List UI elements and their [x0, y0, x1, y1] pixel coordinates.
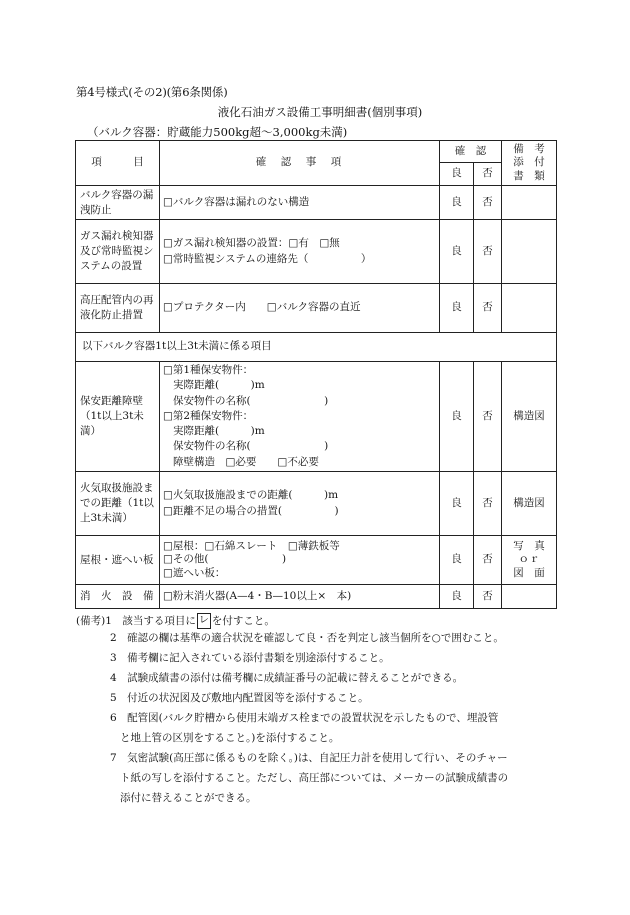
- table-row: [76, 284, 557, 333]
- distance-line7[interactable]: 障壁構造 □必要 □不必要: [173, 455, 319, 468]
- row-leak-check[interactable]: □バルク容器は漏れのない構造: [160, 186, 440, 220]
- row-distance-check: [160, 362, 440, 472]
- fire-line2[interactable]: □距離不足の場合の措置( ): [163, 504, 339, 517]
- row-leak-good[interactable]: 良: [440, 186, 474, 220]
- fire-line1[interactable]: □火気取扱施設までの距離( )m: [163, 489, 339, 502]
- distance-line2[interactable]: 実際距離( )m: [173, 379, 265, 392]
- roof-remark-line2: ｏｒ: [518, 553, 540, 566]
- note-2: 2 確認の欄は基準の適合状況を確認して良・否を判定し該当個所を○で囲むこと。: [110, 632, 504, 644]
- roof-line2[interactable]: □その他( ): [163, 553, 287, 566]
- roof-line3[interactable]: □遮へい板：: [163, 566, 226, 579]
- row-fire-remark: 構造図: [502, 472, 557, 536]
- document-subtitle: （バルク容器：貯蔵能力500kg超～3,000kg未満): [87, 125, 348, 139]
- section-label: 以下バルク容器1t以上3t未満に係る項目: [76, 333, 557, 362]
- note-6a: 6 配管図(バルク貯槽から使用末端ガス栓までの設置状況を示したもので、埋設管: [110, 712, 499, 724]
- row-reliquefy-remark: [502, 284, 557, 333]
- table-row: [76, 362, 557, 472]
- row-gas-detector-bad[interactable]: 否: [474, 220, 502, 284]
- distance-line5[interactable]: 実際距離( )m: [173, 425, 265, 438]
- row-gas-detector-check: [160, 220, 440, 284]
- row-fire-bad[interactable]: 否: [474, 472, 502, 536]
- row-extinguisher-bad[interactable]: 否: [474, 585, 502, 609]
- check-mark-icon: レ: [197, 613, 211, 629]
- note-4: 4 試験成績書の添付は備考欄に成績証番号の記載に替えることができる。: [110, 672, 464, 684]
- row-roof-remark: [502, 536, 557, 585]
- row-distance-item: 保安距離障壁（1t以上3t未満）: [76, 362, 160, 472]
- header-good: 良: [440, 163, 474, 186]
- section-row: [76, 333, 557, 362]
- row-extinguisher-remark: [502, 585, 557, 609]
- row-roof-item: 屋根・遮へい板: [76, 536, 160, 585]
- header-check-items: 確 認 事 項: [160, 141, 440, 186]
- note-7c: 添付に替えることができる。: [120, 792, 257, 804]
- roof-remark-line3: 図 面: [513, 566, 545, 579]
- table-row: [76, 472, 557, 536]
- row-leak-remark: [502, 186, 557, 220]
- table-row: [76, 186, 557, 220]
- note-7a: 7 気密試験(高圧部に係るものを除く。)は、自記圧力計を使用して行い、そのチャー: [110, 752, 508, 764]
- document-title: 液化石油ガス設備工事明細書(個別事項): [217, 105, 423, 119]
- row-distance-good[interactable]: 良: [440, 362, 474, 472]
- row-extinguisher-good[interactable]: 良: [440, 585, 474, 609]
- note-1: [76, 613, 275, 629]
- row-fire-good[interactable]: 良: [440, 472, 474, 536]
- gas-detector-line2[interactable]: □常時監視システムの連絡先（ ）: [163, 252, 372, 265]
- row-distance-remark: 構造図: [502, 362, 557, 472]
- row-fire-check: [160, 472, 440, 536]
- row-roof-check: [160, 536, 440, 585]
- note-7b: ト紙の写しを添付すること。ただし、高圧部については、メーカーの試験成績書の: [120, 772, 509, 784]
- header-remarks-line2: 添 付: [513, 156, 545, 169]
- distance-line4[interactable]: □第2種保安物件：: [163, 409, 254, 422]
- specification-table: [75, 140, 557, 609]
- distance-line1[interactable]: □第1種保安物件：: [163, 364, 254, 377]
- row-gas-detector-item: ガス漏れ検知器及び常時監視システムの設置: [76, 220, 160, 284]
- row-leak-item: バルク容器の漏洩防止: [76, 186, 160, 220]
- distance-line3[interactable]: 保安物件の名称( ): [173, 394, 329, 407]
- header-remarks-line3: 書 類: [513, 169, 545, 182]
- row-gas-detector-good[interactable]: 良: [440, 220, 474, 284]
- note-3: 3 備考欄に記入されている添付書類を別途添付すること。: [110, 652, 390, 664]
- table-header-row: [76, 141, 557, 163]
- header-item: 項 目: [76, 141, 160, 186]
- roof-line1[interactable]: □屋根：□石綿スレート □薄鉄板等: [163, 539, 340, 552]
- note-1-suffix: を付すこと。: [211, 615, 275, 627]
- table-row: [76, 585, 557, 609]
- distance-line6[interactable]: 保安物件の名称( ): [173, 440, 329, 453]
- note-5: 5 付近の状況図及び敷地内配置図等を添付すること。: [110, 692, 369, 704]
- row-extinguisher-check[interactable]: □粉末消火器(A—4・B—10以上× 本): [160, 585, 440, 609]
- row-reliquefy-check[interactable]: □プロテクター内 □バルク容器の直近: [160, 284, 440, 333]
- row-reliquefy-bad[interactable]: 否: [474, 284, 502, 333]
- row-roof-bad[interactable]: 否: [474, 536, 502, 585]
- note-1-prefix: (備考)1 該当する項目に: [76, 615, 196, 627]
- table-row: [76, 220, 557, 284]
- roof-remark-line1: 写 真: [513, 539, 545, 552]
- header-remarks-line1: 備 考: [513, 142, 545, 155]
- row-distance-bad[interactable]: 否: [474, 362, 502, 472]
- header-bad: 否: [474, 163, 502, 186]
- gas-detector-line1[interactable]: □ガス漏れ検知器の設置：□有 □無: [163, 237, 340, 250]
- header-confirm: 確 認: [440, 141, 502, 163]
- row-gas-detector-remark: [502, 220, 557, 284]
- header-remarks: [502, 141, 557, 186]
- row-roof-good[interactable]: 良: [440, 536, 474, 585]
- row-reliquefy-good[interactable]: 良: [440, 284, 474, 333]
- note-6b: と地上管の区別をすること。)を添付すること。: [120, 732, 340, 744]
- form-number: 第4号様式(その2)(第6条関係): [76, 85, 228, 99]
- row-leak-bad[interactable]: 否: [474, 186, 502, 220]
- table-row: [76, 536, 557, 585]
- row-reliquefy-item: 高圧配管内の再液化防止措置: [76, 284, 160, 333]
- row-extinguisher-item: 消 火 設 備: [76, 585, 160, 609]
- row-fire-item: 火気取扱施設までの距離（1t以上3t未満）: [76, 472, 160, 536]
